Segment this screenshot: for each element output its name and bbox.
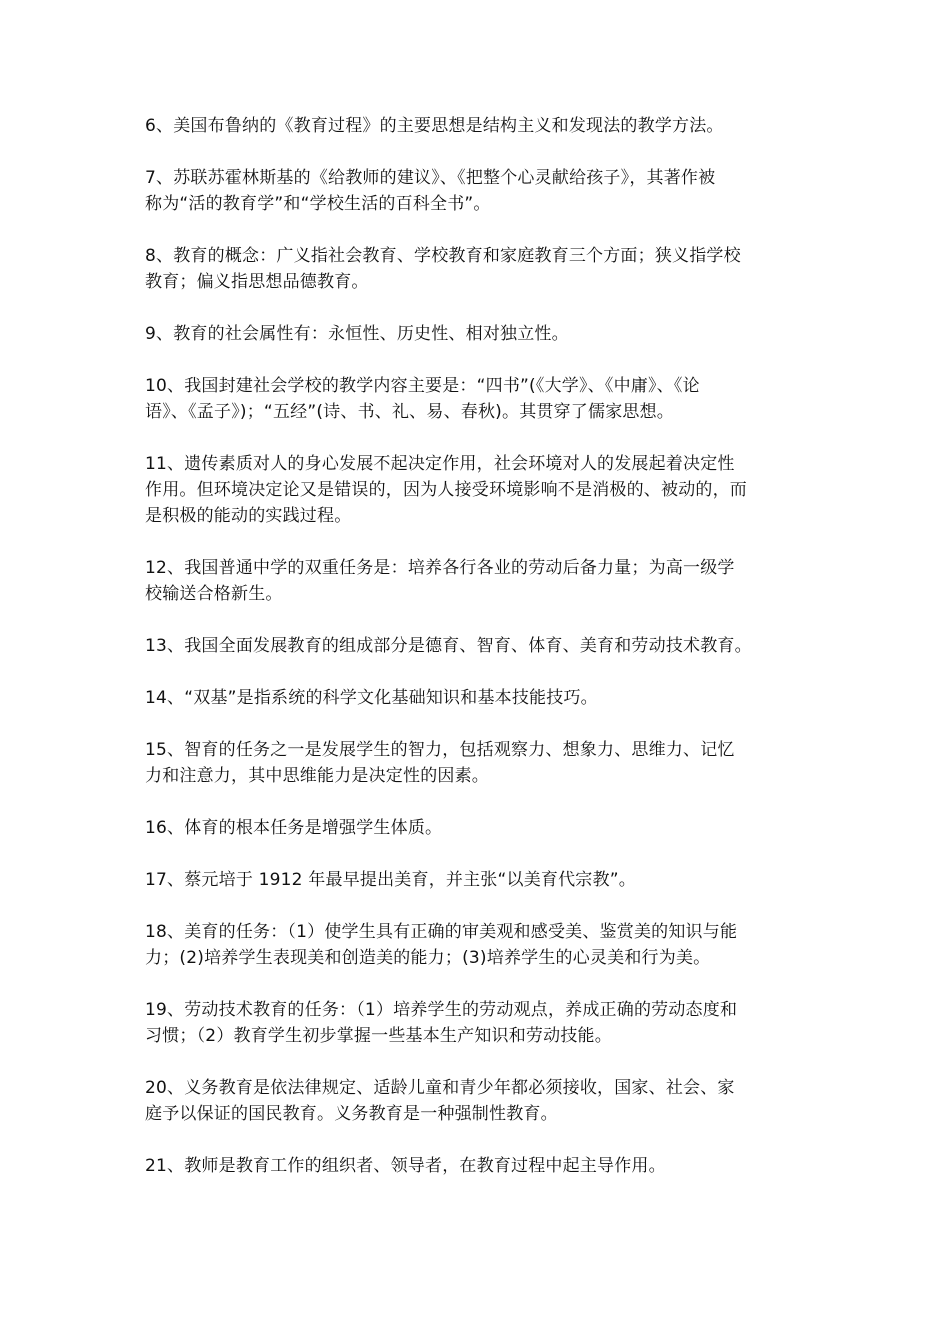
paragraph bbox=[145, 373, 815, 425]
paragraph bbox=[145, 815, 815, 841]
paragraph-line: 是积极的能动的实践过程。 bbox=[145, 506, 352, 526]
paragraph-line: 语》、《孟子》)；“五经”(诗、书、礼、易、春秋)。其贯穿了儒家思想。 bbox=[145, 402, 675, 422]
paragraph-line: 9、教育的社会属性有：永恒性、历史性、相对独立性。 bbox=[145, 324, 569, 344]
paragraph-line: 教育；偏义指思想品德教育。 bbox=[145, 272, 369, 292]
paragraph bbox=[145, 737, 815, 789]
paragraph-line: 力和注意力，其中思维能力是决定性的因素。 bbox=[145, 766, 489, 786]
paragraph-line: 13、我国全面发展教育的组成部分是德育、智育、体育、美育和劳动技术教育。 bbox=[145, 636, 752, 656]
paragraph-line: 作用。但环境决定论又是错误的，因为人接受环境影响不是消极的、被动的，而 bbox=[145, 480, 747, 500]
paragraph-line: 习惯；（2）教育学生初步掌握一些基本生产知识和劳动技能。 bbox=[145, 1026, 612, 1046]
paragraph bbox=[145, 919, 815, 971]
paragraph-line: 8、教育的概念：广义指社会教育、学校教育和家庭教育三个方面；狭义指学校 bbox=[145, 246, 741, 266]
paragraph-line: 12、我国普通中学的双重任务是：培养各行各业的劳动后备力量；为高一级学 bbox=[145, 558, 735, 578]
paragraph-line: 力；(2)培养学生表现美和创造美的能力；(3)培养学生的心灵美和行为美。 bbox=[145, 948, 711, 968]
document-body bbox=[145, 113, 815, 1205]
paragraph-line: 20、义务教育是依法律规定、适龄儿童和青少年都必须接收，国家、社会、家 bbox=[145, 1078, 735, 1098]
paragraph-line: 庭予以保证的国民教育。义务教育是一种强制性教育。 bbox=[145, 1104, 558, 1124]
paragraph bbox=[145, 997, 815, 1049]
paragraph bbox=[145, 113, 815, 139]
paragraph-line: 21、教师是教育工作的组织者、领导者，在教育过程中起主导作用。 bbox=[145, 1156, 666, 1176]
paragraph-line: 7、苏联苏霍林斯基的《给教师的建议》、《把整个心灵献给孩子》，其著作被 bbox=[145, 168, 716, 188]
paragraph bbox=[145, 555, 815, 607]
paragraph bbox=[145, 243, 815, 295]
paragraph bbox=[145, 867, 815, 893]
paragraph-line: 15、智育的任务之一是发展学生的智力，包括观察力、想象力、思维力、记忆 bbox=[145, 740, 735, 760]
paragraph bbox=[145, 633, 815, 659]
paragraph-line: 称为“活的教育学”和“学校生活的百科全书”。 bbox=[145, 194, 491, 214]
paragraph bbox=[145, 1075, 815, 1127]
paragraph-line: 14、“双基”是指系统的科学文化基础知识和基本技能技巧。 bbox=[145, 688, 598, 708]
paragraph-line: 19、劳动技术教育的任务：（1）培养学生的劳动观点，养成正确的劳动态度和 bbox=[145, 1000, 738, 1020]
paragraph bbox=[145, 685, 815, 711]
paragraph bbox=[145, 321, 815, 347]
paragraph bbox=[145, 451, 815, 529]
paragraph-line: 10、我国封建社会学校的教学内容主要是：“四书”(《大学》、《中庸》、《论 bbox=[145, 376, 700, 396]
paragraph-line: 11、遗传素质对人的身心发展不起决定作用，社会环境对人的发展起着决定性 bbox=[145, 454, 735, 474]
paragraph-line: 校输送合格新生。 bbox=[145, 584, 283, 604]
paragraph-line: 6、美国布鲁纳的《教育过程》的主要思想是结构主义和发现法的教学方法。 bbox=[145, 116, 724, 136]
paragraph bbox=[145, 165, 815, 217]
paragraph bbox=[145, 1153, 815, 1179]
paragraph-line: 16、体育的根本任务是增强学生体质。 bbox=[145, 818, 443, 838]
paragraph-line: 17、蔡元培于 1912 年最早提出美育，并主张“以美育代宗教”。 bbox=[145, 870, 636, 890]
paragraph-line: 18、美育的任务：（1）使学生具有正确的审美观和感受美、鉴赏美的知识与能 bbox=[145, 922, 738, 942]
